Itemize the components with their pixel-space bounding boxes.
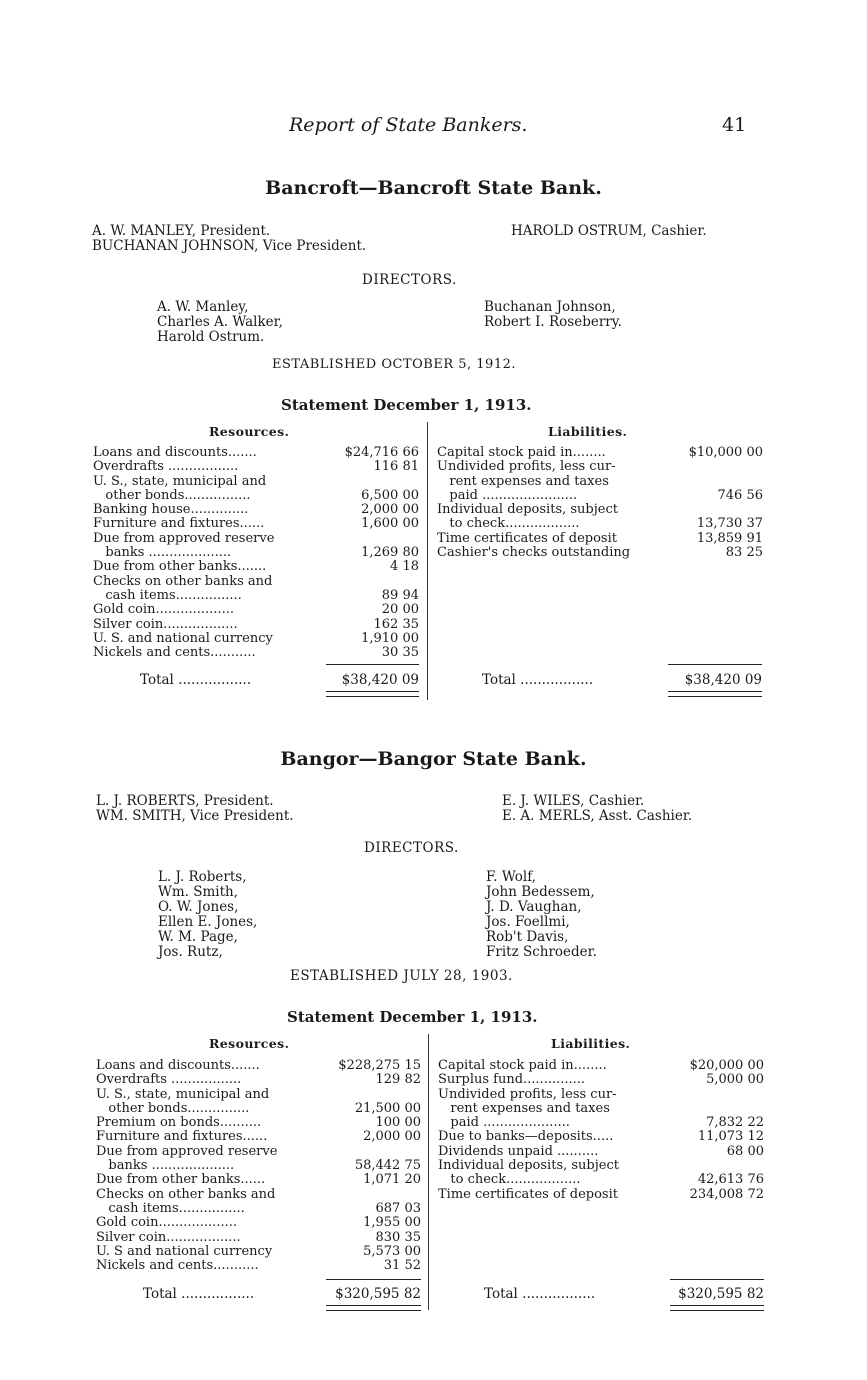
resource-row: U. S., state, municipal and (93, 473, 267, 489)
liability-row: Dividends unpaid .......... 68 00 (438, 1143, 764, 1159)
officers-right-bangor (502, 794, 692, 824)
director-name: Harold Ostrum. (157, 329, 265, 345)
resource-row: U. S and national currency 5,573 00 (96, 1243, 421, 1259)
resource-row: Nickels and cents........... 30 35 (93, 645, 419, 661)
resource-row: Loans and discounts....... $24,716 66 (93, 445, 419, 460)
directors-left-bangor (158, 870, 257, 960)
total-rule (668, 664, 762, 665)
liabilities-list-bancroft (437, 446, 763, 560)
column-divider (428, 1034, 429, 1310)
resource-row: Gold coin................... 20 00 (93, 602, 419, 618)
directors-heading: DIRECTORS. (362, 272, 457, 288)
resource-row: Due from other banks...... 1,071 20 (96, 1172, 421, 1188)
liabilities-total-amount: $38,420 09 (684, 672, 762, 688)
liability-row: rent expenses and taxes (437, 473, 609, 489)
bank-title-bangor: Bangor—Bangor State Bank. (280, 748, 587, 770)
liability-row: rent expenses and taxes (438, 1100, 610, 1116)
resource-row: other bonds............... 21,500 00 (96, 1100, 421, 1116)
resource-row: Furniture and fixtures...... 2,000 00 (96, 1129, 421, 1145)
double-rule (326, 1305, 421, 1311)
liability-row: Due to banks—deposits..... 11,073 12 (438, 1129, 764, 1145)
officers-right-bancroft (511, 224, 707, 239)
resource-row: U. S., state, municipal and (96, 1086, 270, 1102)
director-name: Rob't Davis, (486, 929, 569, 945)
resource-row: banks .................... 58,442 75 (96, 1158, 421, 1174)
resource-row: Banking house.............. 2,000 00 (93, 502, 419, 518)
resource-row: Checks on other banks and (93, 573, 273, 589)
liability-row: Capital stock paid in........ $10,000 00 (437, 445, 763, 460)
double-rule (326, 691, 419, 697)
resource-row: Loans and discounts....... $228,275 15 (96, 1058, 421, 1073)
resource-row: Furniture and fixtures...... 1,600 00 (93, 516, 419, 532)
liability-row: Undivided profits, less cur- (437, 459, 616, 475)
directors-right-bancroft (484, 300, 622, 330)
liability-row: to check.................. 42,613 76 (438, 1172, 764, 1188)
resource-row: Silver coin.................. 162 35 (93, 616, 419, 632)
director-name: Wm. Smith, (158, 884, 239, 900)
resource-row: Nickels and cents........... 31 52 (96, 1258, 421, 1274)
statement-heading: Statement December 1, 1913. (281, 396, 532, 414)
established-line: ESTABLISHED OCTOBER 5, 1912. (272, 357, 517, 372)
liability-row: Cashier's checks outstanding 83 25 (437, 545, 763, 561)
directors-left-bancroft (157, 300, 283, 345)
resource-row: Silver coin.................. 830 35 (96, 1229, 421, 1245)
resource-row: Overdrafts ................. 116 81 (93, 459, 419, 475)
liabilities-total-label: Total ................. (484, 1286, 596, 1302)
liabilities-total-label: Total ................. (482, 672, 594, 688)
liability-row: paid ..................... 7,832 22 (438, 1115, 764, 1131)
double-rule (668, 691, 762, 697)
liability-row: Time certificates of deposit 13,859 91 (437, 530, 763, 546)
directors-heading: DIRECTORS. (364, 840, 459, 856)
officer-line: E. A. MERLS, Asst. Cashier. (502, 808, 693, 824)
officers-left-bangor (96, 794, 294, 824)
resource-row: Due from other banks....... 4 18 (93, 559, 419, 575)
director-name: Fritz Schroeder. (486, 944, 597, 960)
resource-row: banks .................... 1,269 80 (93, 545, 419, 561)
resources-total-label: Total ................. (140, 672, 252, 688)
resources-heading: Resources. (209, 1036, 290, 1051)
total-rule (326, 1279, 421, 1280)
director-name: Robert I. Roseberry. (484, 314, 622, 330)
director-name: John Bedessem, (486, 884, 595, 900)
director-name: Jos. Rutz, (158, 944, 223, 960)
resources-list-bancroft (93, 446, 419, 660)
resource-row: Checks on other banks and (96, 1186, 276, 1202)
director-name: Ellen E. Jones, (158, 914, 258, 930)
director-name: J. D. Vaughan, (486, 899, 582, 915)
liability-row: Undivided profits, less cur- (438, 1086, 617, 1102)
liabilities-heading: Liabilities. (551, 1036, 631, 1051)
officer-line: L. J. ROBERTS, President. (96, 793, 274, 809)
resource-row: Premium on bonds.......... 100 00 (96, 1115, 421, 1131)
liability-row: Capital stock paid in........ $20,000 00 (438, 1058, 764, 1073)
director-name: F. Wolf, (486, 869, 537, 885)
resources-list-bangor (96, 1059, 421, 1273)
liability-row: paid ....................... 746 56 (437, 487, 763, 503)
officer-line: HAROLD OSTRUM, Cashier. (511, 223, 707, 239)
column-divider (427, 422, 428, 700)
officer-line: E. J. WILES, Cashier. (502, 793, 645, 809)
resources-total-label: Total ................. (143, 1286, 255, 1302)
liability-row: Individual deposits, subject (438, 1158, 619, 1174)
bank-title-bancroft: Bancroft—Bancroft State Bank. (265, 177, 602, 199)
liabilities-total-amount: $320,595 82 (678, 1286, 764, 1302)
resource-row: cash items................ 89 94 (93, 587, 419, 603)
officers-left-bancroft (92, 224, 366, 254)
director-name: Jos. Foellmi, (486, 914, 570, 930)
officer-line: A. W. MANLEY, President. (92, 223, 271, 239)
director-name: Buchanan Johnson, (484, 299, 616, 315)
statement-heading: Statement December 1, 1913. (287, 1008, 538, 1026)
director-name: O. W. Jones, (158, 899, 239, 915)
resource-row: other bonds................ 6,500 00 (93, 487, 419, 503)
liability-row: to check.................. 13,730 37 (437, 516, 763, 532)
resource-row: Due from approved reserve (96, 1143, 278, 1159)
officer-line: WM. SMITH, Vice President. (96, 808, 294, 824)
resource-row: Overdrafts ................. 129 82 (96, 1072, 421, 1088)
resources-heading: Resources. (209, 424, 290, 439)
director-name: L. J. Roberts, (158, 869, 247, 885)
liability-row: Surplus fund............... 5,000 00 (438, 1072, 764, 1088)
liability-row: Individual deposits, subject (437, 502, 618, 518)
director-name: Charles A. Walker, (157, 314, 283, 330)
resources-total-amount: $38,420 09 (341, 672, 419, 688)
double-rule (670, 1305, 764, 1311)
officer-line: BUCHANAN JOHNSON, Vice President. (92, 238, 367, 254)
resource-row: Gold coin................... 1,955 00 (96, 1215, 421, 1231)
liabilities-heading: Liabilities. (548, 424, 628, 439)
page-number: 41 (722, 114, 747, 136)
established-line: ESTABLISHED JULY 28, 1903. (290, 968, 513, 984)
resources-total-amount: $320,595 82 (335, 1286, 421, 1302)
running-header: Report of State Bankers. (289, 114, 528, 136)
resource-row: Due from approved reserve (93, 530, 275, 546)
resource-row: cash items................ 687 03 (96, 1200, 421, 1216)
liabilities-list-bangor (438, 1059, 764, 1202)
director-name: A. W. Manley, (157, 299, 249, 315)
total-rule (326, 664, 419, 665)
liability-row: Time certificates of deposit 234,008 72 (438, 1186, 764, 1202)
total-rule (670, 1279, 764, 1280)
directors-right-bangor (486, 870, 597, 960)
director-name: W. M. Page, (158, 929, 238, 945)
resource-row: U. S. and national currency 1,910 00 (93, 630, 419, 646)
